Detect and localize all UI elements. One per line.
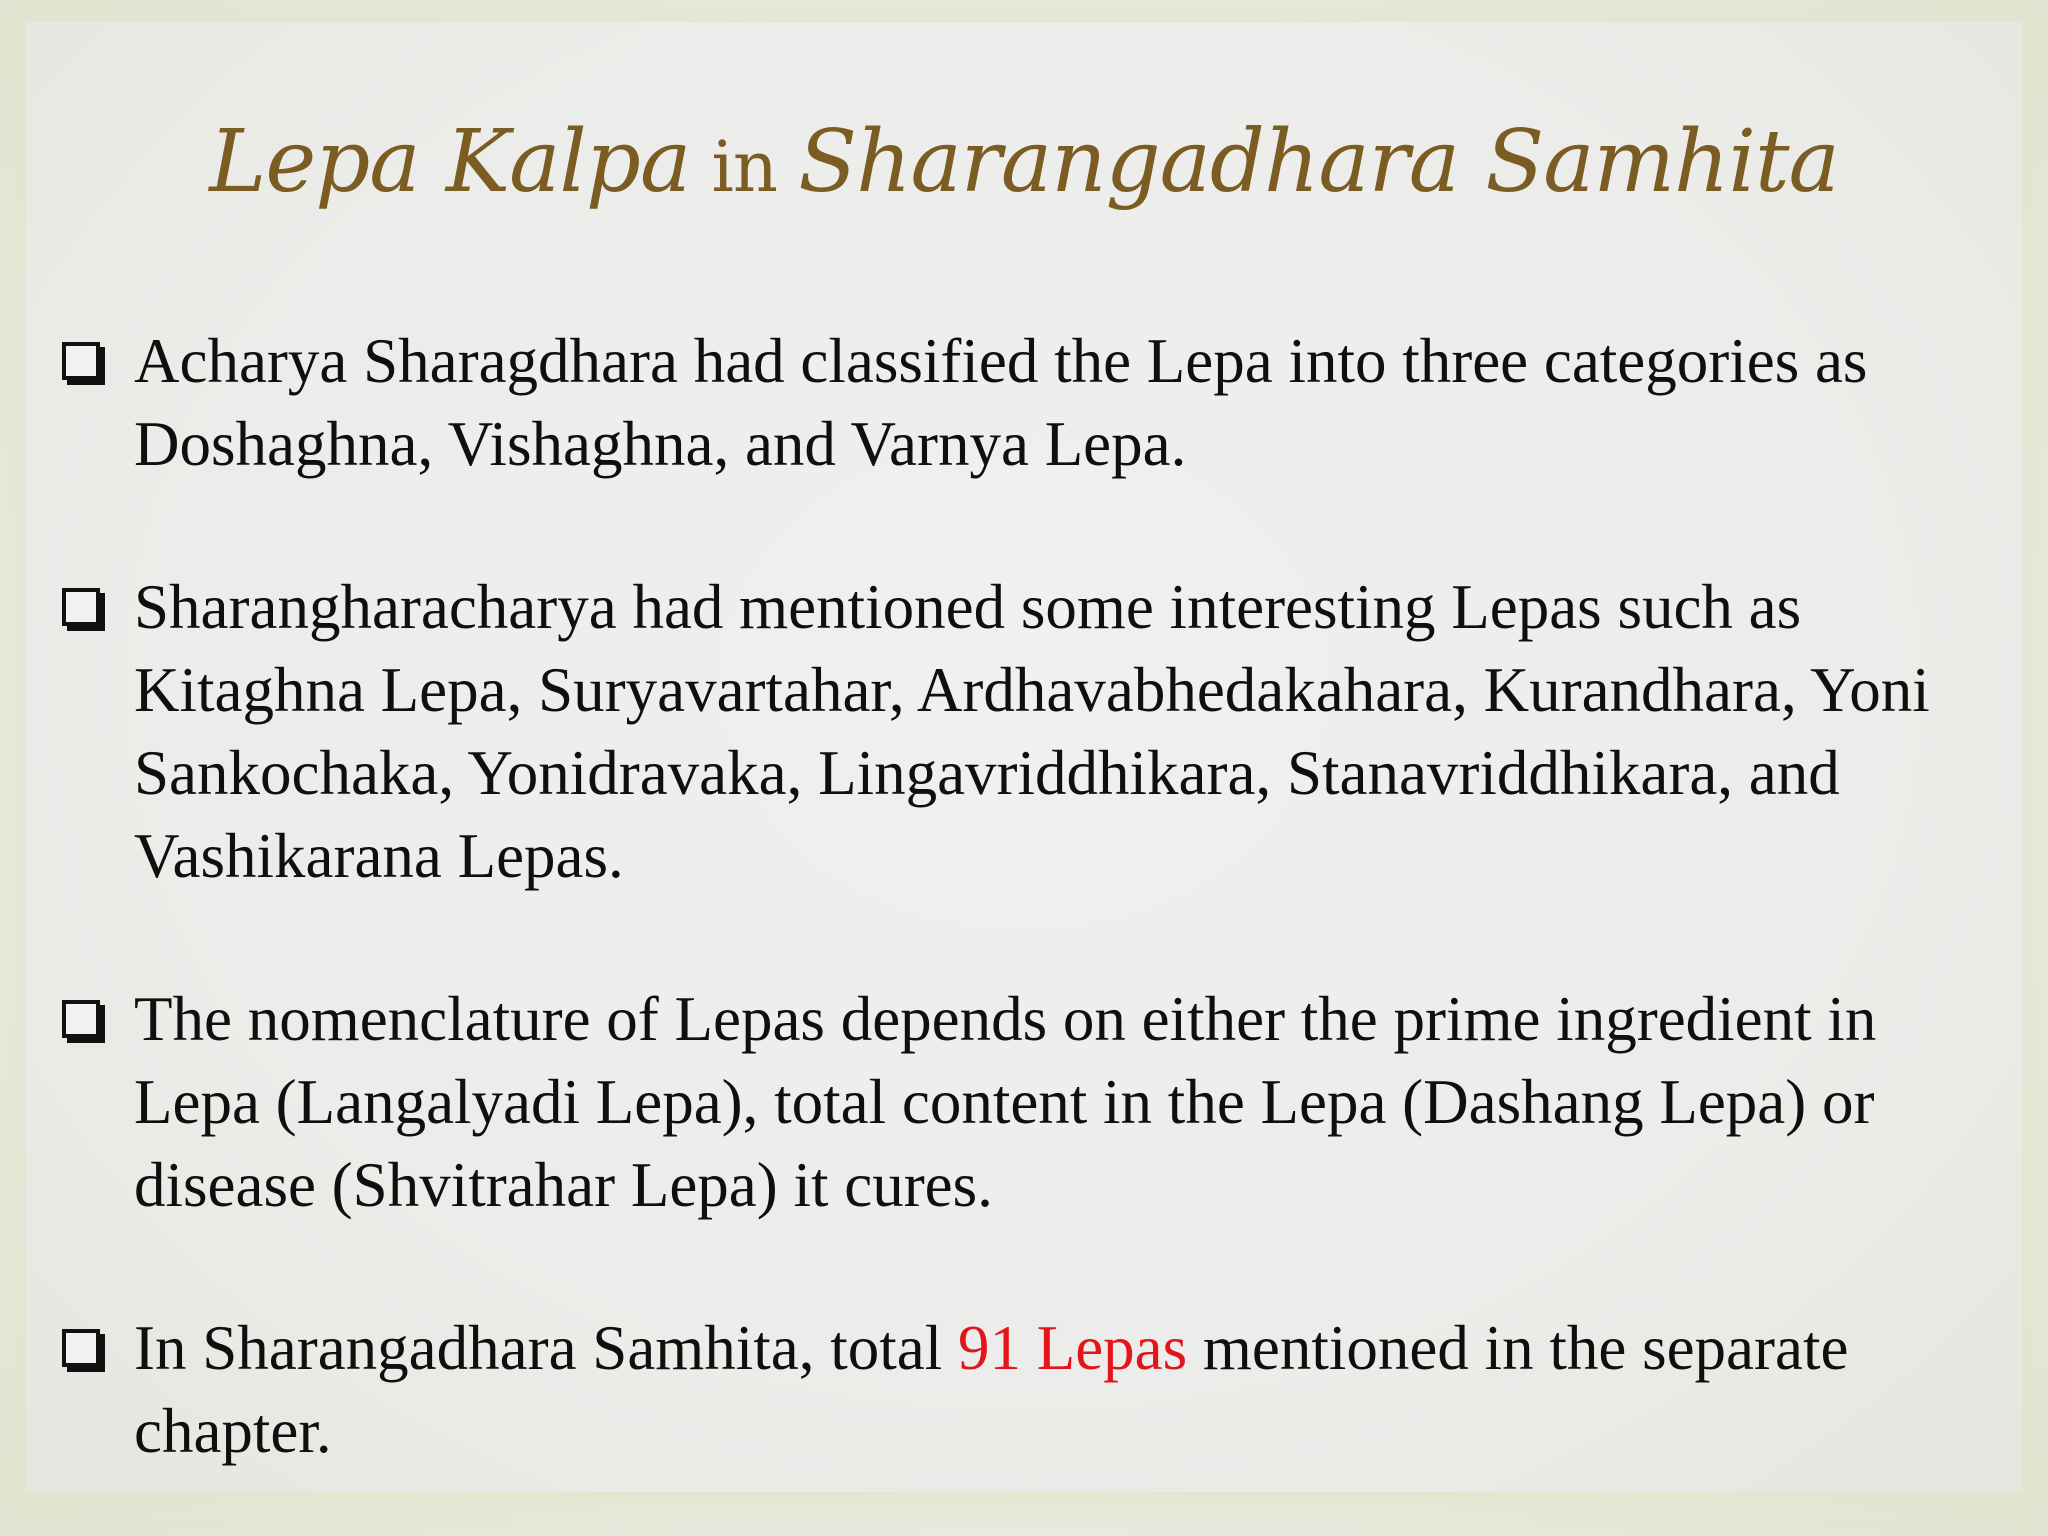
bullet-item-1 xyxy=(58,320,1988,486)
bullet-item-4 xyxy=(58,1307,1988,1473)
checkbox-square-icon xyxy=(62,588,100,626)
bullet-item-2 xyxy=(58,566,1988,898)
slide-title xyxy=(0,112,2048,212)
checkbox-square-icon xyxy=(62,1329,100,1367)
bullet-text-4-pre: In Sharangadhara Samhita, total xyxy=(134,1313,958,1383)
title-part-2: in xyxy=(690,126,799,208)
checkbox-square-icon xyxy=(62,1000,100,1038)
bullet-text-2: Sharangharacharya had mentioned some interesting Lepas such as Kitaghna Lepa, Suryavartahar, Ardhavabhedakahara, Kurandhara, Yoni Sankochaka, Yonidravaka, Lingavriddhikara, Stanavriddhikara, and Vashikarana Lepas. xyxy=(134,572,1930,891)
bullet-text-1: Acharya Sharagdhara had classified the Lepa into three categories as Doshaghna, Vishaghna, and Varnya Lepa. xyxy=(134,326,1868,479)
title-part-3: Sharangadhara Samhita xyxy=(798,112,1839,212)
bullet-item-3 xyxy=(58,978,1988,1227)
highlight-91-lepas: 91 Lepas xyxy=(957,1313,1188,1383)
title-part-1: Lepa Kalpa xyxy=(209,112,691,212)
checkbox-square-icon xyxy=(62,342,100,380)
bullet-text-4-post: mentioned in the separate chapter. xyxy=(134,1313,1849,1466)
bullet-text-3: The nomenclature of Lepas depends on either the prime ingredient in Lepa (Langalyadi Lepa), total content in the Lepa (Dashang Lepa) or disease (Shvitrahar Lepa) it cures. xyxy=(134,984,1877,1220)
bullet-list xyxy=(58,320,1988,1473)
